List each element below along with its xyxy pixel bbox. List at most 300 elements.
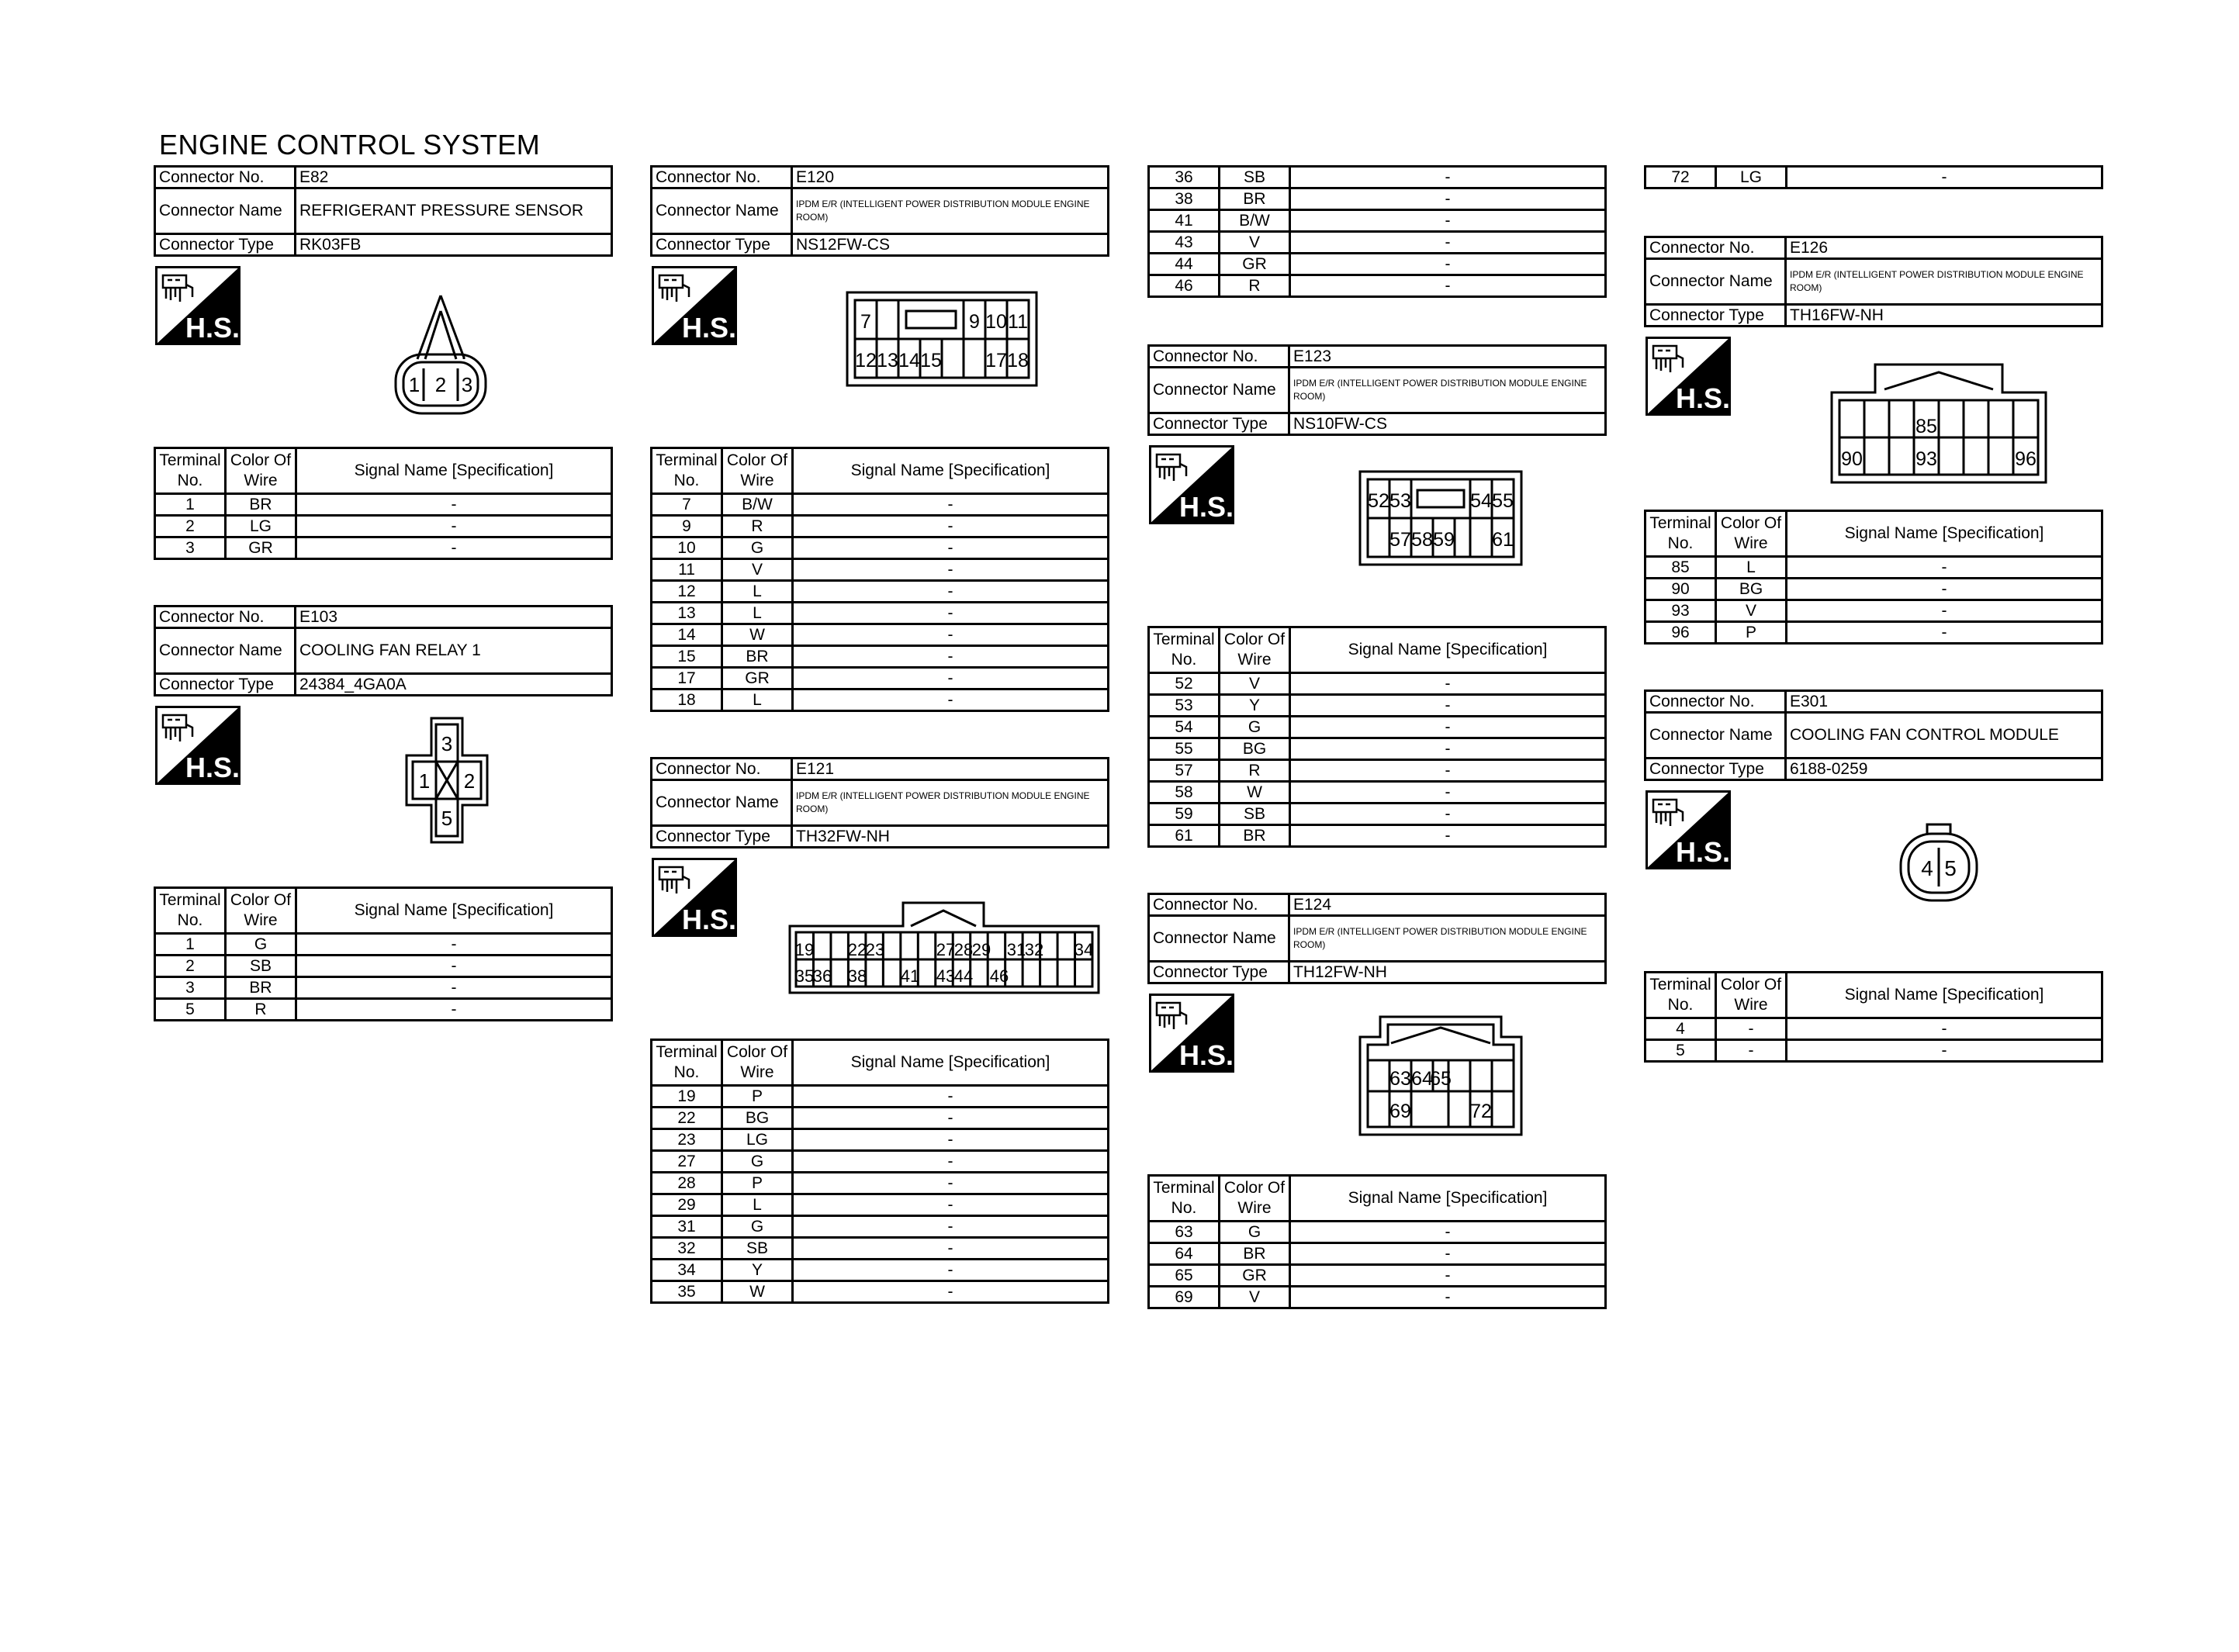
signal-name: - (1290, 738, 1606, 760)
wire-color: BR (1220, 188, 1290, 210)
table-row (1149, 1265, 1606, 1287)
table-row (1149, 210, 1606, 232)
pin-number: 14 (898, 350, 920, 372)
label-connector-type: Connector Type (1149, 962, 1289, 983)
header-terminal-no: Terminal No. (1646, 511, 1716, 557)
header-signal-name: Signal Name [Specification] (1787, 973, 2102, 1018)
table-row (1646, 1040, 2102, 1062)
pin-number: 34 (1074, 940, 1094, 959)
pin-number: 2 (434, 373, 447, 396)
wire-color: V (1220, 673, 1290, 695)
terminal-no: 2 (155, 516, 226, 537)
table-row (1149, 804, 1606, 825)
header-signal-name: Signal Name [Specification] (1787, 511, 2102, 557)
wire-color: LG (226, 516, 296, 537)
table-row (652, 1151, 1109, 1173)
pin-number: 19 (794, 940, 815, 959)
header-color-of-wire: Color Of Wire (722, 1040, 793, 1086)
connector-info-e301 (1644, 689, 2103, 781)
table-row (155, 516, 612, 537)
pin-number: 9 (969, 311, 980, 333)
page-title: ENGINE CONTROL SYSTEM (159, 129, 541, 161)
signal-name: - (1290, 695, 1606, 717)
header-signal-name: Signal Name [Specification] (296, 448, 612, 494)
connector-diagram-e103 (154, 696, 613, 886)
connector-name: IPDM E/R (INTELLIGENT POWER DISTRIBUTION MODULE ENGINE ROOM) (792, 780, 1109, 826)
signal-name: - (1787, 1018, 2102, 1040)
connector-face-e103 (400, 712, 493, 852)
header-terminal-no: Terminal No. (1646, 973, 1716, 1018)
table-row (652, 1086, 1109, 1108)
signal-name: - (793, 1260, 1109, 1281)
terminal-no: 93 (1646, 600, 1716, 622)
connector-name: IPDM E/R (INTELLIGENT POWER DISTRIBUTION MODULE ENGINE ROOM) (1786, 259, 2102, 305)
pin-number: 3 (441, 732, 453, 755)
pin-number: 85 (1915, 416, 1937, 437)
connector-name: IPDM E/R (INTELLIGENT POWER DISTRIBUTION MODULE ENGINE ROOM) (792, 188, 1109, 234)
table-row (1149, 188, 1606, 210)
terminal-no: 59 (1149, 804, 1220, 825)
connector-info-e82 (154, 165, 613, 257)
signal-name: - (793, 1151, 1109, 1173)
terminal-no: 27 (652, 1151, 722, 1173)
header-signal-name: Signal Name [Specification] (793, 448, 1109, 494)
table-row (1149, 738, 1606, 760)
terminal-no: 43 (1149, 232, 1220, 254)
pin-number: 17 (985, 350, 1007, 372)
terminal-no: 35 (652, 1281, 722, 1303)
terminal-no: 19 (652, 1086, 722, 1108)
signal-name: - (793, 1086, 1109, 1108)
pin-number: 43 (936, 966, 956, 986)
connector-info-e120 (650, 165, 1109, 257)
pin-number: 15 (920, 350, 942, 372)
table-row (652, 603, 1109, 624)
table-row (1149, 673, 1606, 695)
terminal-no: 18 (652, 689, 722, 711)
table-row (1646, 167, 2102, 188)
pin-number: 55 (1492, 490, 1514, 512)
connector-diagram-e301 (1644, 781, 2103, 971)
terminal-no: 15 (652, 646, 722, 668)
terminal-table-e301 (1644, 971, 2103, 1063)
connector-face-e123 (1357, 468, 1524, 568)
wire-color: R (1220, 760, 1290, 782)
label-connector-type: Connector Type (1646, 759, 1786, 780)
pin-number: 38 (847, 966, 867, 986)
wire-color: R (1220, 275, 1290, 297)
connector-info-e126 (1644, 236, 2103, 327)
pin-number: 69 (1389, 1101, 1411, 1122)
table-row (652, 1260, 1109, 1281)
column-3 (1147, 165, 1607, 1309)
header-terminal-no: Terminal No. (652, 1040, 722, 1086)
table-row (1149, 695, 1606, 717)
signal-name: - (1290, 673, 1606, 695)
header-color-of-wire: Color Of Wire (1716, 511, 1787, 557)
terminal-no: 61 (1149, 825, 1220, 847)
signal-name: - (296, 956, 612, 977)
connector-diagram-e123 (1147, 436, 1607, 626)
pin-number: 46 (989, 966, 1009, 986)
terminal-table-e123 (1147, 626, 1607, 848)
signal-name: - (793, 1173, 1109, 1194)
wire-color: R (226, 999, 296, 1021)
wire-color: BR (226, 494, 296, 516)
terminal-no: 85 (1646, 557, 1716, 579)
terminal-no: 4 (1646, 1018, 1716, 1040)
terminal-no: 13 (652, 603, 722, 624)
pin-number: 28 (953, 940, 974, 959)
label-connector-name: Connector Name (1149, 368, 1289, 413)
pin-number: 65 (1430, 1068, 1452, 1090)
signal-name: - (793, 1216, 1109, 1238)
label-connector-no: Connector No. (155, 607, 296, 628)
terminal-no: 64 (1149, 1243, 1220, 1265)
connector-info-e124 (1147, 893, 1607, 984)
label-connector-name: Connector Name (1646, 259, 1786, 305)
wire-color: BG (1716, 579, 1787, 600)
wire-color: G (226, 934, 296, 956)
wire-color: LG (722, 1129, 793, 1151)
terminal-no: 11 (652, 559, 722, 581)
connector-diagram-e121 (650, 848, 1109, 1039)
table-row (652, 668, 1109, 689)
connector-no: E123 (1289, 346, 1606, 368)
pin-number: 32 (1024, 940, 1044, 959)
label-connector-no: Connector No. (1149, 346, 1289, 368)
label-connector-no: Connector No. (1149, 894, 1289, 916)
signal-name: - (793, 559, 1109, 581)
connector-info-e103 (154, 605, 613, 696)
signal-name: - (1290, 1243, 1606, 1265)
signal-name: - (1290, 1265, 1606, 1287)
signal-name: - (793, 1108, 1109, 1129)
header-color-of-wire: Color Of Wire (226, 448, 296, 494)
signal-name: - (296, 999, 612, 1021)
label-connector-name: Connector Name (1646, 713, 1786, 759)
table-row (1149, 232, 1606, 254)
label-connector-name: Connector Name (155, 628, 296, 674)
header-terminal-no: Terminal No. (155, 448, 226, 494)
connector-name: IPDM E/R (INTELLIGENT POWER DISTRIBUTION MODULE ENGINE ROOM) (1289, 368, 1606, 413)
header-color-of-wire: Color Of Wire (1716, 973, 1787, 1018)
table-row (155, 977, 612, 999)
signal-name: - (793, 668, 1109, 689)
header-color-of-wire: Color Of Wire (1220, 627, 1290, 673)
wire-color: L (722, 581, 793, 603)
signal-name: - (296, 977, 612, 999)
terminal-no: 72 (1646, 167, 1716, 188)
pin-number: 52 (1368, 490, 1389, 512)
table-row (1149, 1222, 1606, 1243)
header-color-of-wire: Color Of Wire (1220, 1176, 1290, 1222)
terminal-no: 63 (1149, 1222, 1220, 1243)
table-row (1149, 167, 1606, 188)
terminal-no: 1 (155, 494, 226, 516)
signal-name: - (793, 537, 1109, 559)
signal-name: - (296, 537, 612, 559)
connector-no: E103 (296, 607, 612, 628)
connector-no: E301 (1786, 691, 2102, 713)
wire-color: BR (722, 646, 793, 668)
pin-number: 35 (794, 966, 815, 986)
table-row (1646, 600, 2102, 622)
signal-name: - (1787, 557, 2102, 579)
terminal-no: 7 (652, 494, 722, 516)
signal-name: - (296, 494, 612, 516)
table-row (1149, 1243, 1606, 1265)
signal-name: - (1290, 760, 1606, 782)
signal-name: - (1290, 188, 1606, 210)
terminal-no: 44 (1149, 254, 1220, 275)
connector-name: IPDM E/R (INTELLIGENT POWER DISTRIBUTION MODULE ENGINE ROOM) (1289, 916, 1606, 962)
label-connector-no: Connector No. (1646, 237, 1786, 259)
terminal-no: 36 (1149, 167, 1220, 188)
terminal-no: 5 (1646, 1040, 1716, 1062)
wire-color: G (722, 1216, 793, 1238)
signal-name: - (1290, 232, 1606, 254)
table-row (652, 1129, 1109, 1151)
pin-number: 10 (985, 311, 1007, 333)
terminal-no: 5 (155, 999, 226, 1021)
connector-diagram-e126 (1644, 327, 2103, 510)
connector-face-e126 (1829, 361, 2049, 486)
table-row (1149, 1287, 1606, 1308)
table-row (1149, 782, 1606, 804)
label-connector-type: Connector Type (155, 674, 296, 696)
signal-name: - (1290, 717, 1606, 738)
connector-type: TH16FW-NH (1786, 305, 2102, 327)
table-row (1646, 622, 2102, 644)
wire-color: BR (1220, 825, 1290, 847)
pin-number: 3 (461, 373, 473, 396)
header-signal-name: Signal Name [Specification] (1290, 627, 1606, 673)
table-row (1149, 717, 1606, 738)
svg-text:H.S.: H.S. (1178, 1039, 1234, 1071)
wire-color: BG (722, 1108, 793, 1129)
terminal-no: 96 (1646, 622, 1716, 644)
connector-face-e301 (1896, 820, 1981, 905)
terminal-no: 57 (1149, 760, 1220, 782)
harness-side-icon (155, 266, 241, 345)
wire-color: GR (226, 537, 296, 559)
pin-number: 23 (865, 940, 885, 959)
terminal-table-e126 (1644, 510, 2103, 645)
terminal-no: 90 (1646, 579, 1716, 600)
pin-number: 13 (877, 350, 898, 372)
wire-color: P (1716, 622, 1787, 644)
connector-type: 24384_4GA0A (296, 674, 612, 696)
terminal-table-e120 (650, 447, 1109, 712)
wire-color: V (1220, 1287, 1290, 1308)
wire-color: G (1220, 717, 1290, 738)
connector-diagram-e82 (154, 257, 613, 447)
signal-name: - (296, 516, 612, 537)
wire-color: L (722, 1194, 793, 1216)
signal-name: - (1290, 167, 1606, 188)
header-color-of-wire: Color Of Wire (226, 888, 296, 934)
signal-name: - (793, 1194, 1109, 1216)
pin-number: 96 (2015, 448, 2037, 470)
signal-name: - (793, 1129, 1109, 1151)
wire-color: L (722, 689, 793, 711)
table-row (652, 581, 1109, 603)
signal-name: - (793, 494, 1109, 516)
connector-info-e121 (650, 757, 1109, 848)
terminal-no: 29 (652, 1194, 722, 1216)
header-terminal-no: Terminal No. (1149, 627, 1220, 673)
table-row (652, 1173, 1109, 1194)
signal-name: - (1290, 782, 1606, 804)
wire-color: W (722, 1281, 793, 1303)
harness-side-icon (652, 858, 737, 937)
pin-number: 93 (1915, 448, 1937, 470)
terminal-no: 54 (1149, 717, 1220, 738)
label-connector-name: Connector Name (652, 188, 792, 234)
pin-number: 5 (1944, 856, 1957, 880)
wire-color: L (722, 603, 793, 624)
terminal-no: 31 (652, 1216, 722, 1238)
header-signal-name: Signal Name [Specification] (1290, 1176, 1606, 1222)
signal-name: - (1787, 167, 2102, 188)
signal-name: - (1290, 1287, 1606, 1308)
table-row (1149, 254, 1606, 275)
terminal-no: 1 (155, 934, 226, 956)
svg-text:H.S.: H.S. (1178, 491, 1234, 523)
terminal-table-e124-continued (1644, 165, 2103, 189)
table-row (1149, 760, 1606, 782)
label-connector-type: Connector Type (1149, 413, 1289, 435)
wire-color: Y (722, 1260, 793, 1281)
signal-name: - (1290, 804, 1606, 825)
column-2 (650, 165, 1109, 1304)
wire-color: L (1716, 557, 1787, 579)
pin-number: 53 (1389, 490, 1411, 512)
connector-no: E124 (1289, 894, 1606, 916)
signal-name: - (793, 1238, 1109, 1260)
terminal-no: 46 (1149, 275, 1220, 297)
terminal-no: 58 (1149, 782, 1220, 804)
label-connector-type: Connector Type (652, 234, 792, 256)
signal-name: - (1290, 275, 1606, 297)
table-row (1646, 579, 2102, 600)
table-row (155, 956, 612, 977)
harness-side-icon (1646, 790, 1731, 869)
terminal-table-e124 (1147, 1174, 1607, 1309)
wire-color: B/W (1220, 210, 1290, 232)
pin-number: 64 (1411, 1068, 1433, 1090)
pin-number: 4 (1921, 856, 1933, 880)
label-connector-name: Connector Name (155, 188, 296, 234)
wire-color: BR (226, 977, 296, 999)
wire-color: W (1220, 782, 1290, 804)
connector-name: COOLING FAN RELAY 1 (296, 628, 612, 674)
signal-name: - (1787, 1040, 2102, 1062)
signal-name: - (793, 581, 1109, 603)
terminal-no: 10 (652, 537, 722, 559)
wire-color: V (1220, 232, 1290, 254)
terminal-table-e121 (650, 1039, 1109, 1304)
pin-number: 44 (953, 966, 974, 986)
pin-number: 54 (1470, 490, 1492, 512)
table-row (155, 999, 612, 1021)
wire-color: G (1220, 1222, 1290, 1243)
harness-side-icon (1149, 445, 1234, 524)
connector-face-e82 (386, 288, 495, 427)
label-connector-no: Connector No. (1646, 691, 1786, 713)
pin-number: 36 (812, 966, 832, 986)
wire-color: W (722, 624, 793, 646)
terminal-no: 9 (652, 516, 722, 537)
terminal-no: 34 (652, 1260, 722, 1281)
label-connector-no: Connector No. (652, 759, 792, 780)
table-row (155, 537, 612, 559)
terminal-table-e121-continued (1147, 165, 1607, 298)
terminal-no: 52 (1149, 673, 1220, 695)
connector-type: NS12FW-CS (792, 234, 1109, 256)
pin-number: 1 (408, 373, 420, 396)
wire-color: - (1716, 1040, 1787, 1062)
terminal-no: 3 (155, 537, 226, 559)
pin-number: 72 (1470, 1101, 1492, 1122)
header-terminal-no: Terminal No. (652, 448, 722, 494)
wire-color: V (1716, 600, 1787, 622)
table-row (155, 934, 612, 956)
table-row (652, 516, 1109, 537)
signal-name: - (1290, 825, 1606, 847)
wire-color: G (722, 537, 793, 559)
table-row (652, 1216, 1109, 1238)
wire-color: P (722, 1173, 793, 1194)
table-row (652, 1194, 1109, 1216)
label-connector-type: Connector Type (1646, 305, 1786, 327)
terminal-no: 53 (1149, 695, 1220, 717)
signal-name: - (793, 1281, 1109, 1303)
connector-type: RK03FB (296, 234, 612, 256)
pin-number: 29 (971, 940, 991, 959)
terminal-table-e82 (154, 447, 613, 560)
wire-color: GR (1220, 1265, 1290, 1287)
harness-side-icon (1149, 994, 1234, 1073)
pin-number: 27 (936, 940, 956, 959)
signal-name: - (1787, 579, 2102, 600)
signal-name: - (793, 689, 1109, 711)
terminal-no: 17 (652, 668, 722, 689)
harness-side-icon (1646, 337, 1731, 416)
connector-no: E120 (792, 167, 1109, 188)
table-row (652, 646, 1109, 668)
terminal-no: 69 (1149, 1287, 1220, 1308)
terminal-no: 55 (1149, 738, 1220, 760)
pin-number: 58 (1411, 529, 1433, 551)
connector-name: COOLING FAN CONTROL MODULE (1786, 713, 2102, 759)
wire-color: - (1716, 1018, 1787, 1040)
pin-number: 18 (1007, 350, 1029, 372)
table-row (1646, 1018, 2102, 1040)
connector-face-e124 (1357, 1014, 1524, 1138)
header-terminal-no: Terminal No. (155, 888, 226, 934)
table-row (652, 537, 1109, 559)
connector-diagram-e124 (1147, 984, 1607, 1174)
column-4 (1644, 165, 2103, 1063)
header-color-of-wire: Color Of Wire (722, 448, 793, 494)
terminal-table-e103 (154, 886, 613, 1021)
terminal-no: 65 (1149, 1265, 1220, 1287)
terminal-no: 22 (652, 1108, 722, 1129)
terminal-no: 2 (155, 956, 226, 977)
connector-face-e121 (787, 887, 1102, 997)
